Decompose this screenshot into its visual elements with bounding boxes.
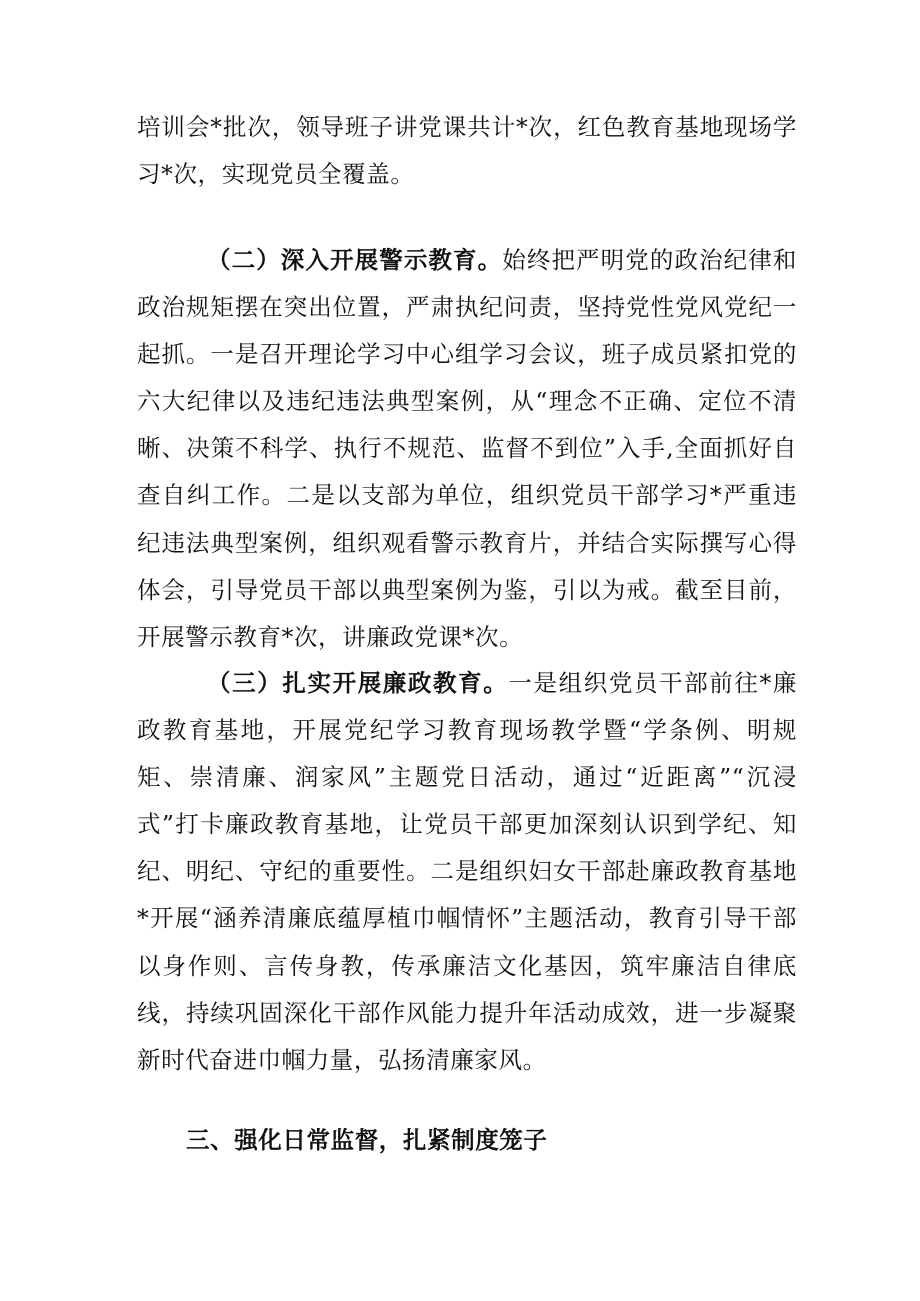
paragraph-lead-integrity-education: （三）扎实开展廉政教育。 — [207, 669, 509, 697]
paragraph-lead-warning-education: （二）深入开展警示教育。 — [207, 246, 503, 274]
paragraph-integrity-education — [137, 660, 797, 1084]
paragraph-text: 一是组织党员干部前往*廉政教育基地，开展党纪学习教育现场教学暨“学条例、明规矩、崇清廉、润家风”主题党日活动，通过“近距离”“沉浸式”打卡廉政教育基地，让党员干部更加深刻认识到学纪、知纪、明纪、守纪的重要性。二是组织妇女干部赴廉政教育基地*开展“涵养清廉底蕴厚植巾帼情怀”主题活动，教育引导干部以身作则、言传身教，传承廉洁文化基因，筑牢廉洁自律底线，持续巩固深化干部作风能力提升年活动成效，进一步凝聚新时代奋进巾帼力量，弘扬清廉家风。 — [137, 669, 798, 1074]
section-heading-3: 三、强化日常监督，扎紧制度笼子 — [186, 1126, 548, 1154]
paragraph-warning-education — [137, 237, 797, 661]
paragraph-text: 始终把严明党的政治纪律和政治规矩摆在突出位置，严肃执纪问责，坚持党性党风党纪一起抓。一是召开理论学习中心组学习会议，班子成员紧扣党的六大纪律以及违纪违法典型案例，从“理念不正确、定位不清晰、决策不科学、执行不规范、监督不到位”入手,全面抓好自查自纠工作。二是以支部为单位，组织党员干部学习*严重违纪违法典型案例，组织观看警示教育片，并结合实际撰写心得体会，引导党员干部以典型案例为鉴，引以为戒。截至目前，开展警示教育*次，讲廉政党课*次。 — [137, 246, 797, 651]
paragraph-text: 培训会*批次，领导班子讲党课共计*次，红色教育基地现场学习*次，实现党员全覆盖。 — [137, 113, 797, 189]
paragraph-training-summary — [137, 104, 797, 198]
